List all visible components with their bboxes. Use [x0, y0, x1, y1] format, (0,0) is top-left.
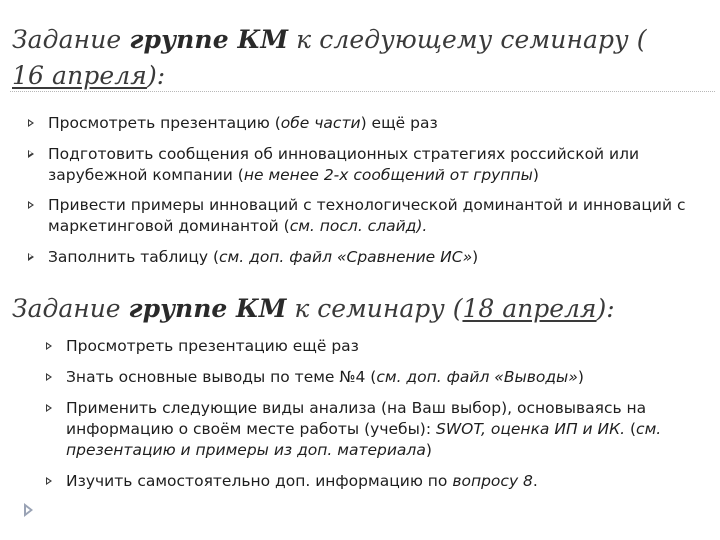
heading-date: 18 апреля [462, 294, 597, 323]
heading-text: ): [596, 294, 615, 323]
item-text: Подготовить сообщения об инновационных стратегиях российской или зарубежной компании ( [48, 144, 640, 184]
triangle-bullet-icon [28, 150, 34, 158]
triangle-bullet-icon [46, 404, 52, 412]
item-text: ) [532, 165, 539, 184]
triangle-bullet-icon [46, 373, 52, 381]
item-text: Применить следующие виды анализа (на Ваш выбор), основываясь на информацию о своём месте работы (учебы): [66, 399, 647, 438]
item-italic: см. доп. файл «Сравнение ИС» [219, 247, 473, 266]
item-text: ) [577, 368, 584, 386]
item-italic: не менее 2-х сообщений от группы [243, 165, 533, 184]
triangle-bullet-icon [46, 477, 52, 485]
list-item [28, 247, 688, 268]
heading-text: Задание [12, 294, 129, 323]
heading-seminar-18-april [12, 291, 615, 327]
heading-text: ): [146, 61, 166, 90]
list-item [28, 195, 688, 237]
item-text: Изучить самостоятельно доп. информацию по [66, 472, 453, 490]
list-item [46, 398, 706, 461]
title-divider [10, 91, 715, 92]
heading-text: к семинару ( [286, 294, 463, 323]
item-text: ) ещё раз [360, 114, 438, 132]
list-item [28, 144, 688, 186]
triangle-bullet-icon [46, 342, 52, 350]
heading-text: к следующему семинару ( [288, 25, 647, 54]
item-text: ( [625, 420, 637, 438]
item-italic: см. посл. слайд). [289, 217, 428, 235]
triangle-bullet-icon [28, 119, 34, 127]
item-text: Просмотреть презентацию ( [48, 114, 281, 132]
triangle-bullet-icon [28, 253, 34, 261]
item-italic: см. доп. файл «Выводы» [376, 368, 578, 386]
list-item [28, 113, 688, 134]
heading-seminar-16-april [12, 22, 647, 94]
heading-group-name: группе КМ [129, 25, 289, 54]
item-italic: обе части [280, 114, 361, 132]
item-text: Просмотреть презентацию ещё раз [66, 337, 359, 355]
triangle-bullet-icon [28, 201, 34, 209]
item-text: Знать основные выводы по теме №4 ( [66, 368, 377, 386]
next-slide-arrow-icon[interactable] [24, 503, 33, 517]
task-list-16-april [28, 113, 688, 277]
list-item [46, 336, 706, 357]
item-text: Заполнить таблицу ( [48, 247, 220, 266]
item-italic: вопросу 8 [452, 472, 533, 490]
list-item [46, 471, 706, 492]
list-item [46, 367, 706, 388]
item-text: Привести примеры инноваций с технологической доминантой и инноваций с маркетинговой доминантой ( [48, 196, 686, 235]
heading-date: 16 апреля [12, 61, 147, 90]
task-list-18-april [46, 336, 706, 502]
item-text: ) [425, 441, 432, 459]
item-italic: см. презентацию и примеры из доп. материала [66, 420, 662, 459]
heading-group-name: группе КМ [128, 294, 287, 323]
item-italic: SWOT, оценка ИП и ИК. [436, 420, 626, 438]
heading-text: Задание [12, 25, 130, 54]
item-text: ) [472, 247, 479, 266]
item-text: . [532, 472, 538, 490]
